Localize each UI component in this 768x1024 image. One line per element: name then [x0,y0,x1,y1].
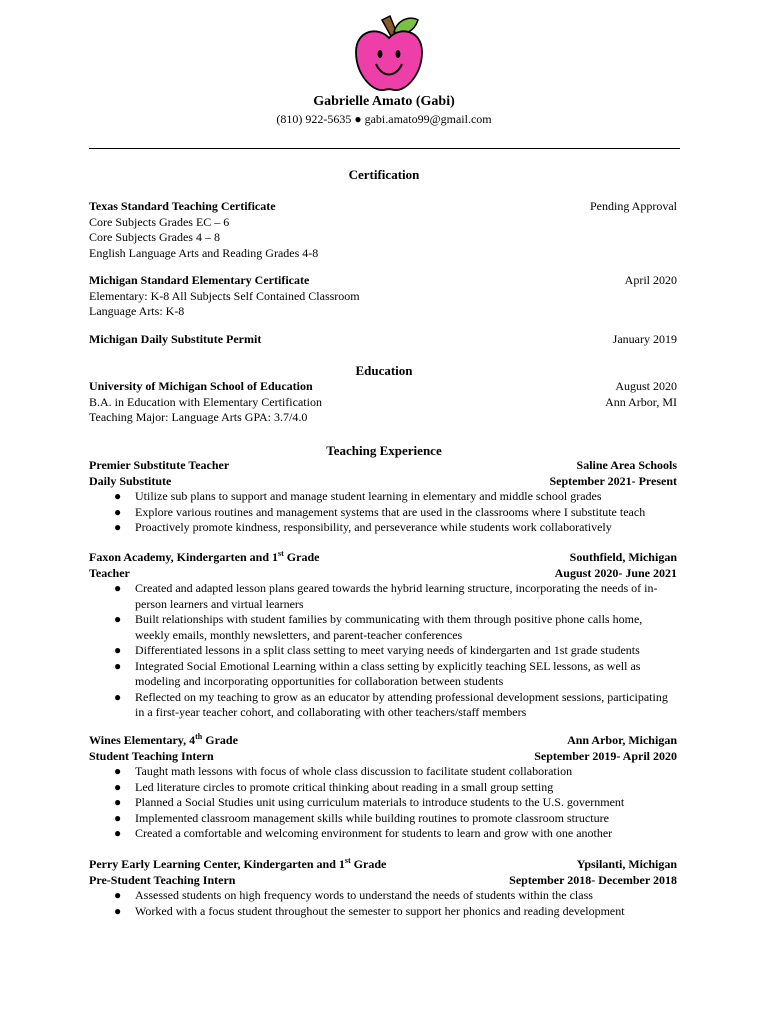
list-item: ● Led literature circles to promote critical thinking about reading in a small group setting [114,779,554,794]
cert-michigan [89,273,677,320]
job-location: Ypsilanti, Michigan [576,857,677,871]
job-role: Teacher [89,565,130,580]
list-item: ● Implemented classroom management skills while building routines to promote classroom structure [114,810,609,825]
list-item: ● Assessed students on high frequency words to understand the needs of students within the class [114,888,593,902]
job-entry [89,458,677,536]
apple-logo-icon [352,12,426,92]
list-item: ● Taught math lessons with focus of whole class discussion to facilitate student collaboration [114,764,573,778]
job-location: Southfield, Michigan [569,550,677,564]
major-gpa: Teaching Major: Language Arts GPA: 3.7/4.0 [89,410,308,424]
job-entry [89,857,677,919]
cert-line: Core Subjects Grades 4 – 8 [89,230,220,244]
job-role: Pre-Student Teaching Intern [89,872,236,887]
list-item: ● Created a comfortable and welcoming environment for students to learn and grow with one another [114,826,613,840]
school-location: Ann Arbor, MI [605,394,677,409]
job-dates: August 2020- June 2021 [554,565,677,580]
job-dates: September 2018- December 2018 [509,872,677,887]
job-role: Daily Substitute [89,473,172,488]
list-item: ● Planned a Social Studies unit using curriculum materials to introduce students to the U.S. government [114,795,625,809]
cert-line: English Language Arts and Reading Grades 4-8 [89,245,319,260]
cert-line: Core Subjects Grades EC – 6 [89,214,230,229]
job-dates: September 2019- April 2020 [534,748,677,763]
certification-heading: Certification [348,167,420,182]
cert-title: Michigan Standard Elementary Certificate [89,273,310,287]
cert-title: Texas Standard Teaching Certificate [89,199,276,213]
candidate-name: Gabrielle Amato (Gabi) [313,94,455,109]
cert-line: Elementary: K-8 All Subjects Self Contained Classroom [89,288,360,303]
list-item: ● Built relationships with student families by communicating with them through positive phone calls home, weekly emails, monthly newsletters, and parent-teacher conferences [114,612,643,642]
job-org: Perry Early Learning Center, Kindergarten and 1st Grade [89,856,387,871]
school-name: University of Michigan School of Education [89,379,313,393]
experience-heading: Teaching Experience [326,443,442,458]
job-entry [89,550,677,721]
job-location: Saline Area Schools [576,458,677,472]
header-divider [89,148,680,149]
cert-status: Pending Approval [590,199,677,213]
cert-status: January 2019 [612,332,677,346]
job-org: Wines Elementary, 4th Grade [89,732,238,747]
list-item: ● Differentiated lessons in a split class setting to meet varying needs of kindergarten and 1st grade students [114,643,640,657]
cert-line: Language Arts: K-8 [89,304,185,318]
list-item: ● Integrated Social Emotional Learning within a class setting by explicitly teaching SEL lessons, as well as modeling and incorporating opportunities for collaboration between students [114,658,641,688]
job-org: Faxon Academy, Kindergarten and 1st Grade [89,549,320,564]
education-entry [89,379,677,426]
list-item: ● Utilize sub plans to support and manage student learning in elementary and middle school grades [114,489,602,503]
list-item: ● Explore various routines and management systems that are used in the classrooms where I substitute teach [114,504,646,519]
job-org: Premier Substitute Teacher [89,458,230,472]
contact-info: (810) 922-5635 ● gabi.amato99@gmail.com [276,112,492,126]
job-role: Student Teaching Intern [89,748,214,763]
cert-texas [89,199,677,261]
graduation-date: August 2020 [615,379,677,393]
cert-title: Michigan Daily Substitute Permit [89,332,262,346]
job-location: Ann Arbor, Michigan [567,733,677,747]
job-dates: September 2021- Present [549,473,677,488]
education-heading: Education [355,363,413,378]
cert-substitute [89,332,677,348]
list-item: ● Created and adapted lesson plans geared towards the hybrid learning structure, incorporating the needs of in-person learners and virtual learners [114,581,658,611]
list-item: ● Worked with a focus student throughout the semester to support her phonics and reading development [114,903,625,918]
degree: B.A. in Education with Elementary Certification [89,394,322,409]
cert-status: April 2020 [624,273,677,287]
list-item: ● Proactively promote kindness, responsibility, and perseverance while students work collaboratively [114,520,612,534]
job-entry [89,733,677,842]
list-item: ● Reflected on my teaching to grow as an educator by attending professional development sessions, participating in a first-year teacher cohort, and collaborating with other teachers/staff members [114,689,668,719]
